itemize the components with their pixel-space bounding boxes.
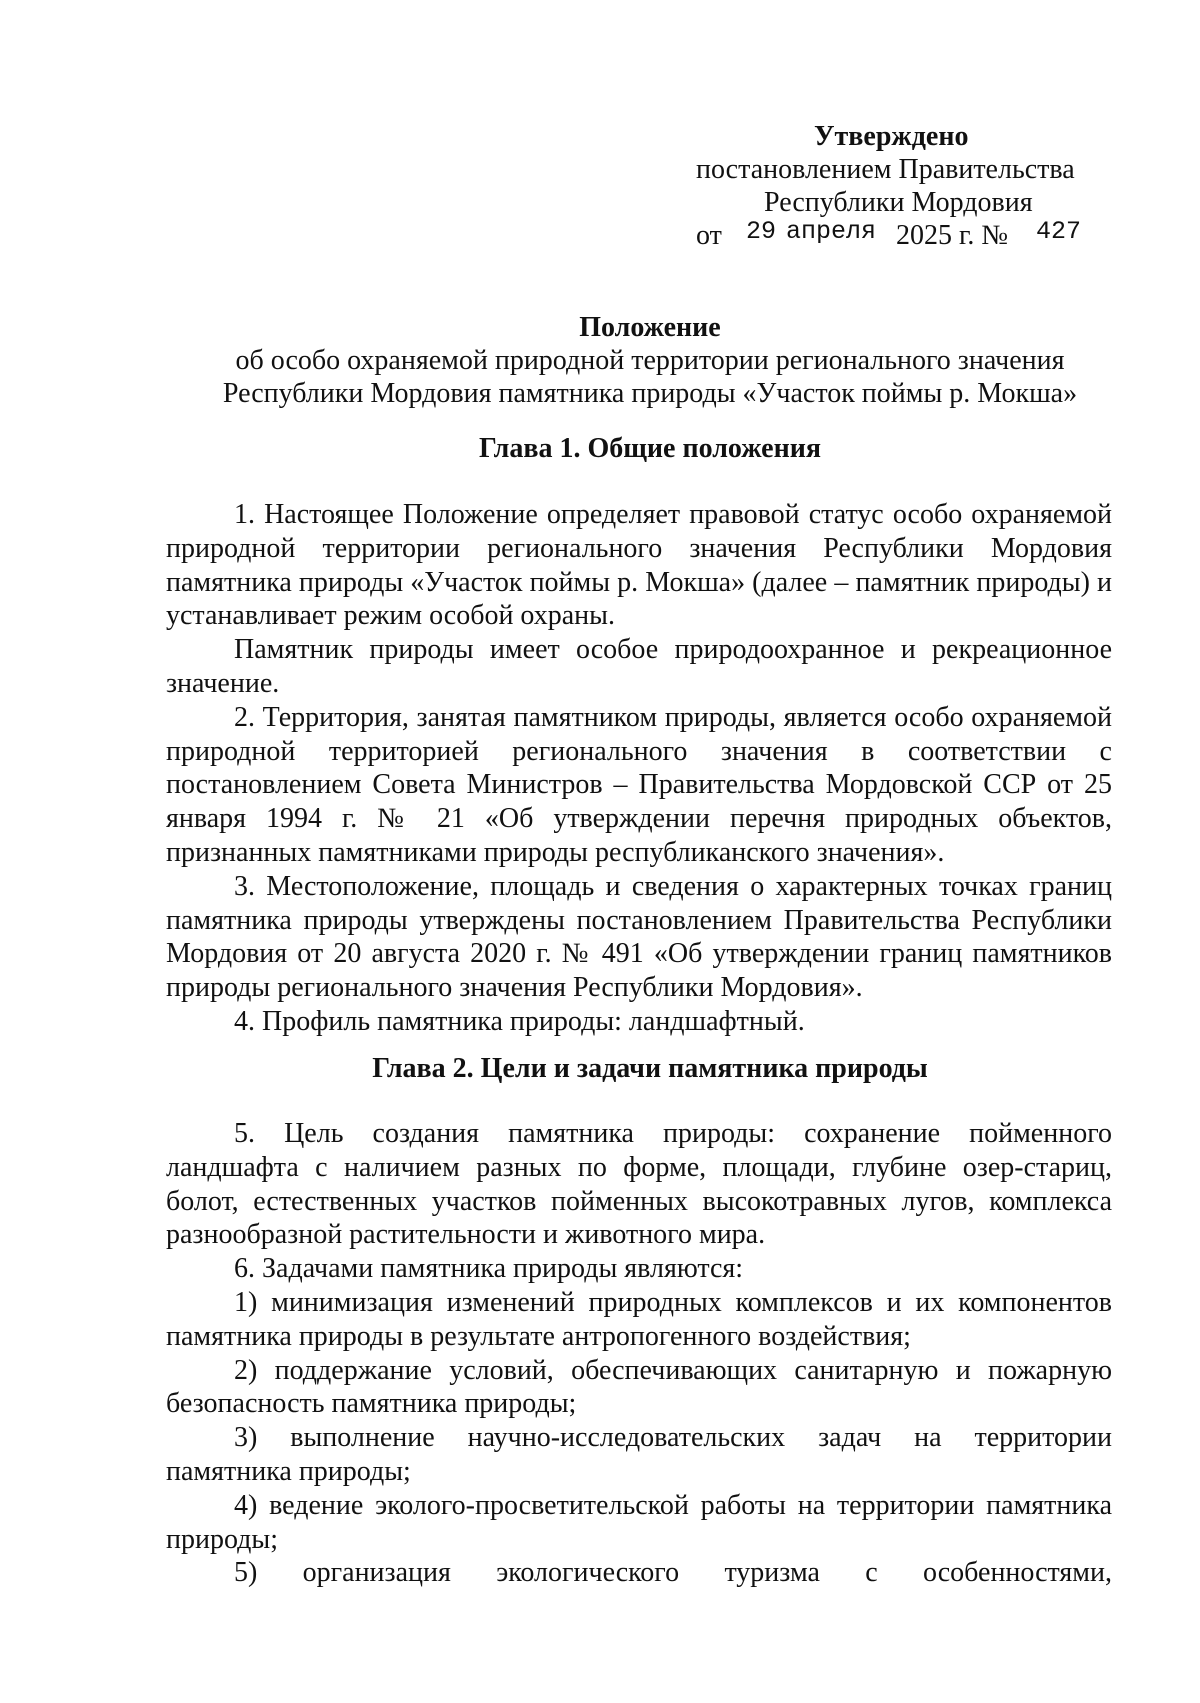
approval-stamp [696,120,1096,252]
paragraph: 3. Местоположение, площадь и сведения о характерных точках границ памятника природы утверждены постановлением Правительства Республики Мордовия от 20 августа 2020 г. № 491 «Об утверждении границ памятников природы регионального значения Республики Мордовия». [166,870,1112,1004]
chapter-1-body [166,498,1112,1039]
paragraph: 1) минимизация изменений природных комплексов и их компонентов памятника природы в результате антропогенного воздействия; [166,1286,1112,1352]
paragraph: 5) организация экологического туризма с особенностями, [234,1557,1112,1589]
document-subtitle-line-1: об особо охраняемой природной территории регионального значения [235,345,1065,376]
paragraph: 4) ведение эколого-просветительской работы на территории памятника природы; [166,1489,1112,1555]
paragraph: 2. Территория, занятая памятником природы, является особо охраняемой природной территорией регионального значения в соответствии с постановлением Совета Министров – Правительства Мордовской ССР от 25 января 1994 г. № 21 «Об утверждении перечня природных объектов, признанных памятниками природы республиканского значения». [166,701,1112,868]
paragraph: 4. Профиль памятника природы: ландшафтный. [234,1005,805,1037]
chapter-1-title: Глава 1. Общие положения [478,433,821,464]
approval-line-republic: Республики Мордовия [764,187,1033,218]
document-heading: Положение [579,312,721,343]
approval-line-decree: постановлением Правительства [696,154,1075,185]
approval-title: Утверждено [814,121,969,152]
chapter-2-title: Глава 2. Цели и задачи памятника природы [372,1053,928,1084]
paragraph: 1. Настоящее Положение определяет правовой статус особо охраняемой природной территории регионального значения Республики Мордовия памятника природы «Участок поймы р. Мокша» (далее – памятник природы) и устанавливает режим особой охраны. [166,499,1112,632]
document-subtitle-line-2: Республики Мордовия памятника природы «Участок поймы р. Мокша» [222,378,1078,409]
paragraph: 3) выполнение научно-исследовательских задач на территории памятника природы; [166,1422,1112,1487]
paragraph: Памятник природы имеет особое природоохранное и рекреационное значение. [166,634,1112,699]
approval-number: 427 [1036,217,1082,246]
approval-date-year: 2025 г. № [896,220,1009,251]
approval-date-day: 29 [746,217,777,246]
chapter-2-body [166,1117,1112,1590]
approval-from-label: от [696,220,722,251]
approval-date-month: апреля [786,217,877,246]
paragraph: 5. Цель создания памятника природы: сохранение пойменного ландшафта с наличием разных по форме, площади, глубине озер-стариц, болот, естественных участков пойменных высокотравных лугов, комплекса разнообразной растительности и животного мира. [166,1118,1112,1251]
paragraph: 2) поддержание условий, обеспечивающих санитарную и пожарную безопасность памятника природы; [166,1354,1112,1420]
paragraph: 6. Задачами памятника природы являются: [234,1253,744,1285]
document-title-block [150,311,1150,410]
